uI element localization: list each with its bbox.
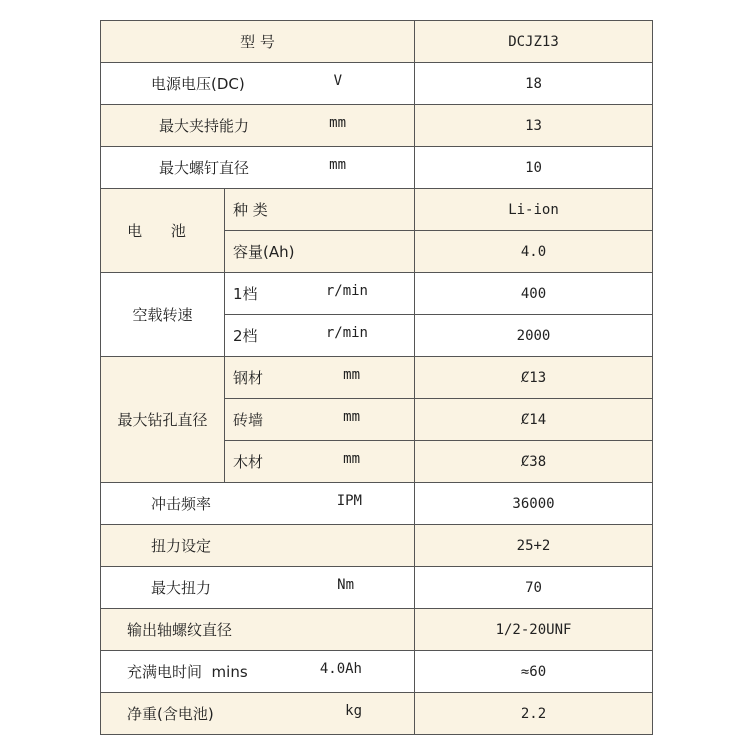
weight-unit: kg bbox=[345, 703, 362, 719]
table-row bbox=[101, 525, 653, 567]
battery-type-label: 种 类 bbox=[225, 189, 415, 231]
thread-label: 输出轴螺纹直径 bbox=[127, 621, 233, 639]
drill-label: 最大钻孔直径 bbox=[101, 357, 225, 483]
voltage-label: 电源电压(DC) bbox=[151, 75, 245, 93]
max-torque-unit: Nm bbox=[337, 577, 354, 593]
drill-wood-cell bbox=[225, 441, 415, 483]
drill-wood-label: 木材 bbox=[233, 453, 264, 471]
spec-table bbox=[100, 20, 653, 735]
speed2-value: 2000 bbox=[415, 315, 653, 357]
drill-brick-label: 砖墙 bbox=[233, 411, 264, 429]
max-torque-label: 最大扭力 bbox=[151, 579, 212, 597]
model-label: 型 号 bbox=[101, 21, 415, 63]
screw-unit: mm bbox=[329, 157, 346, 173]
impact-cell bbox=[101, 483, 415, 525]
speed2-cell bbox=[225, 315, 415, 357]
thread-cell bbox=[101, 609, 415, 651]
impact-value: 36000 bbox=[415, 483, 653, 525]
speed1-label: 1档 bbox=[233, 285, 258, 303]
speed2-label: 2档 bbox=[233, 327, 258, 345]
impact-label: 冲击频率 bbox=[151, 495, 212, 513]
drill-steel-unit: mm bbox=[343, 367, 360, 383]
table-row bbox=[101, 651, 653, 693]
table-row bbox=[101, 357, 653, 399]
table-row bbox=[101, 147, 653, 189]
drill-brick-cell bbox=[225, 399, 415, 441]
max-torque-cell bbox=[101, 567, 415, 609]
table-row bbox=[101, 63, 653, 105]
spec-sheet bbox=[100, 20, 652, 740]
clamp-label: 最大夹持能力 bbox=[159, 117, 250, 135]
table-row bbox=[101, 483, 653, 525]
thread-value: 1/2-20UNF bbox=[415, 609, 653, 651]
screw-label: 最大螺钉直径 bbox=[159, 159, 250, 177]
table-row bbox=[101, 189, 653, 231]
table-row bbox=[101, 105, 653, 147]
clamp-value: 13 bbox=[415, 105, 653, 147]
clamp-cell bbox=[101, 105, 415, 147]
battery-capacity-label: 容量(Ah) bbox=[225, 231, 415, 273]
screw-cell bbox=[101, 147, 415, 189]
charge-label: 充满电时间 mins bbox=[127, 663, 248, 681]
battery-type-value: Li-ion bbox=[415, 189, 653, 231]
weight-label: 净重(含电池) bbox=[127, 705, 214, 723]
drill-steel-label: 钢材 bbox=[233, 369, 264, 387]
drill-steel-cell bbox=[225, 357, 415, 399]
screw-value: 10 bbox=[415, 147, 653, 189]
battery-label bbox=[101, 189, 225, 273]
table-row bbox=[101, 609, 653, 651]
torque-setting-cell bbox=[101, 525, 415, 567]
charge-cell bbox=[101, 651, 415, 693]
speed1-cell bbox=[225, 273, 415, 315]
torque-setting-value: 25+2 bbox=[415, 525, 653, 567]
speed1-value: 400 bbox=[415, 273, 653, 315]
drill-wood-value: Ȼ38 bbox=[415, 441, 653, 483]
battery-label-text: 电 池 bbox=[127, 222, 198, 240]
drill-steel-value: Ȼ13 bbox=[415, 357, 653, 399]
charge-unit: 4.0Ah bbox=[319, 661, 362, 677]
max-torque-value: 70 bbox=[415, 567, 653, 609]
weight-cell bbox=[101, 693, 415, 735]
clamp-unit: mm bbox=[329, 115, 346, 131]
drill-brick-value: Ȼ14 bbox=[415, 399, 653, 441]
voltage-value: 18 bbox=[415, 63, 653, 105]
drill-brick-unit: mm bbox=[343, 409, 360, 425]
table-row bbox=[101, 567, 653, 609]
speed-label: 空载转速 bbox=[101, 273, 225, 357]
battery-capacity-value: 4.0 bbox=[415, 231, 653, 273]
voltage-unit: V bbox=[333, 73, 342, 89]
table-row bbox=[101, 21, 653, 63]
drill-wood-unit: mm bbox=[343, 451, 360, 467]
voltage-cell bbox=[101, 63, 415, 105]
table-row bbox=[101, 693, 653, 735]
impact-unit: IPM bbox=[336, 493, 362, 509]
charge-value: ≈60 bbox=[415, 651, 653, 693]
table-row bbox=[101, 273, 653, 315]
torque-setting-label: 扭力设定 bbox=[151, 537, 212, 555]
weight-value: 2.2 bbox=[415, 693, 653, 735]
model-value: DCJZ13 bbox=[415, 21, 653, 63]
speed2-unit: r/min bbox=[325, 325, 368, 341]
speed1-unit: r/min bbox=[325, 283, 368, 299]
